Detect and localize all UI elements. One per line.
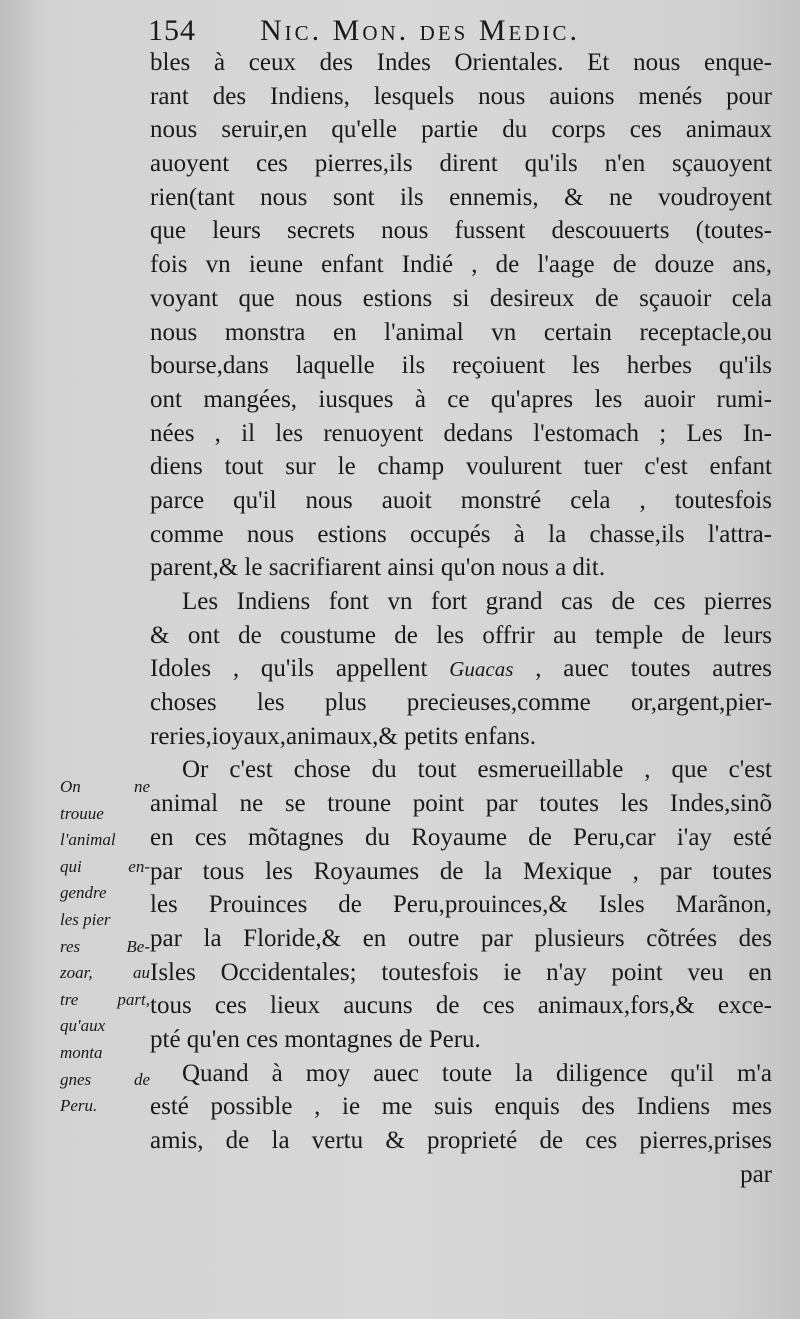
margin-note-line: gendre bbox=[60, 883, 107, 903]
margin-note-line: res Be- bbox=[60, 936, 150, 956]
italic-term: Guacas bbox=[449, 657, 514, 682]
text-line-with-italic bbox=[150, 652, 772, 686]
margin-note-line: trouue bbox=[60, 803, 104, 823]
margin-note-line: On ne bbox=[60, 777, 150, 796]
text-line: pté qu'en ces montagnes de Peru. bbox=[150, 1025, 481, 1053]
text-line: nées , il les renuoyent dedans l'estomach ; Les In- bbox=[150, 419, 772, 447]
text-line: que leurs secrets nous fussent descouuerts (toutes- bbox=[150, 217, 772, 245]
text-line: comme nous estions occupés à la chasse,ils l'attra- bbox=[150, 520, 772, 548]
body-text bbox=[150, 46, 772, 1191]
text-line: animal ne se troune point par toutes les Indes,sinõ bbox=[150, 790, 772, 818]
text-line: tous ces lieux aucuns de ces animaux,fors,& exce- bbox=[150, 992, 772, 1020]
text-line: & ont de coustume de les offrir au temple de leurs bbox=[150, 621, 772, 649]
text-line: les Prouinces de Peru,prouinces,& Isles Marãnon, bbox=[150, 891, 772, 919]
text-line: Les Indiens font vn fort grand cas de ces pierres bbox=[182, 588, 772, 615]
text-line: reries,ioyaux,animaux,& petits enfans. bbox=[150, 722, 536, 750]
page-number: 154 bbox=[148, 14, 196, 47]
text-line: bourse,dans laquelle ils reçoiuent les herbes qu'ils bbox=[150, 352, 772, 380]
text-line: Or c'est chose du tout esmerueillable , que c'est bbox=[182, 756, 772, 784]
text-line: en ces mõtagnes du Royaume de Peru,car i'ay esté bbox=[150, 823, 772, 851]
text-line: parent,& le sacrifiarent ainsi qu'on nous a dit. bbox=[150, 554, 606, 582]
page-header bbox=[148, 14, 768, 50]
margin-note-line: Peru. bbox=[60, 1096, 98, 1116]
text-line: auoyent ces pierres,ils dirent qu'ils n'en sçauoyent bbox=[150, 150, 772, 178]
catchword: par bbox=[740, 1160, 772, 1188]
margin-note-line: qu'aux bbox=[60, 1016, 106, 1036]
margin-note-line: monta bbox=[60, 1042, 103, 1062]
margin-note bbox=[60, 774, 150, 1120]
text-fragment: Idoles , qu'ils appellent bbox=[150, 655, 450, 683]
margin-note-line: zoar, au bbox=[60, 963, 150, 983]
text-line: choses les plus precieuses,comme or,argent,pier- bbox=[150, 689, 772, 717]
text-line: par tous les Royaumes de la Mexique , par toutes bbox=[150, 857, 772, 885]
margin-note-line: tre part, bbox=[60, 989, 150, 1009]
text-line: esté possible , ie me suis enquis des Indiens mes bbox=[150, 1093, 772, 1121]
text-line: amis, de la vertu & proprieté de ces pierres,prises bbox=[150, 1127, 772, 1154]
margin-note-line: qui en- bbox=[60, 856, 150, 876]
text-line: rant des Indiens, lesquels nous auions menés pour bbox=[150, 82, 772, 110]
running-head: Nic. Mon. des Medic. bbox=[260, 14, 581, 47]
text-line: par la Floride,& en outre par plusieurs cõtrées des bbox=[150, 924, 772, 952]
text-line: Quand à moy auec toute la diligence qu'il m'a bbox=[182, 1059, 772, 1087]
text-line: voyant que nous estions si desireux de sçauoir cela bbox=[150, 284, 772, 312]
text-line: nous monstra en l'animal vn certain receptacle,ou bbox=[150, 318, 772, 346]
margin-note-line: l'animal bbox=[60, 830, 116, 850]
text-line: fois vn ieune enfant Indié , de l'aage de douze ans, bbox=[150, 251, 772, 279]
margin-note-line: les pier bbox=[60, 909, 111, 929]
text-line: nous seruir,en qu'elle partie du corps ces animaux bbox=[150, 116, 772, 144]
text-line: rien(tant nous sont ils ennemis, & ne voudroyent bbox=[150, 183, 772, 211]
margin-note-line: gnes de bbox=[60, 1069, 150, 1089]
text-line: Isles Occidentales; toutesfois ie n'ay point veu en bbox=[150, 958, 772, 986]
text-line: diens tout sur le champ voulurent tuer c'est enfant bbox=[150, 453, 772, 481]
text-fragment: , auec toutes autres bbox=[513, 655, 772, 683]
text-line: parce qu'il nous auoit monstré cela , toutesfois bbox=[150, 486, 772, 514]
text-line: ont mangées, iusques à ce qu'apres les auoir rumi- bbox=[150, 385, 772, 413]
text-line: bles à ceux des Indes Orientales. Et nous enque- bbox=[150, 49, 772, 76]
